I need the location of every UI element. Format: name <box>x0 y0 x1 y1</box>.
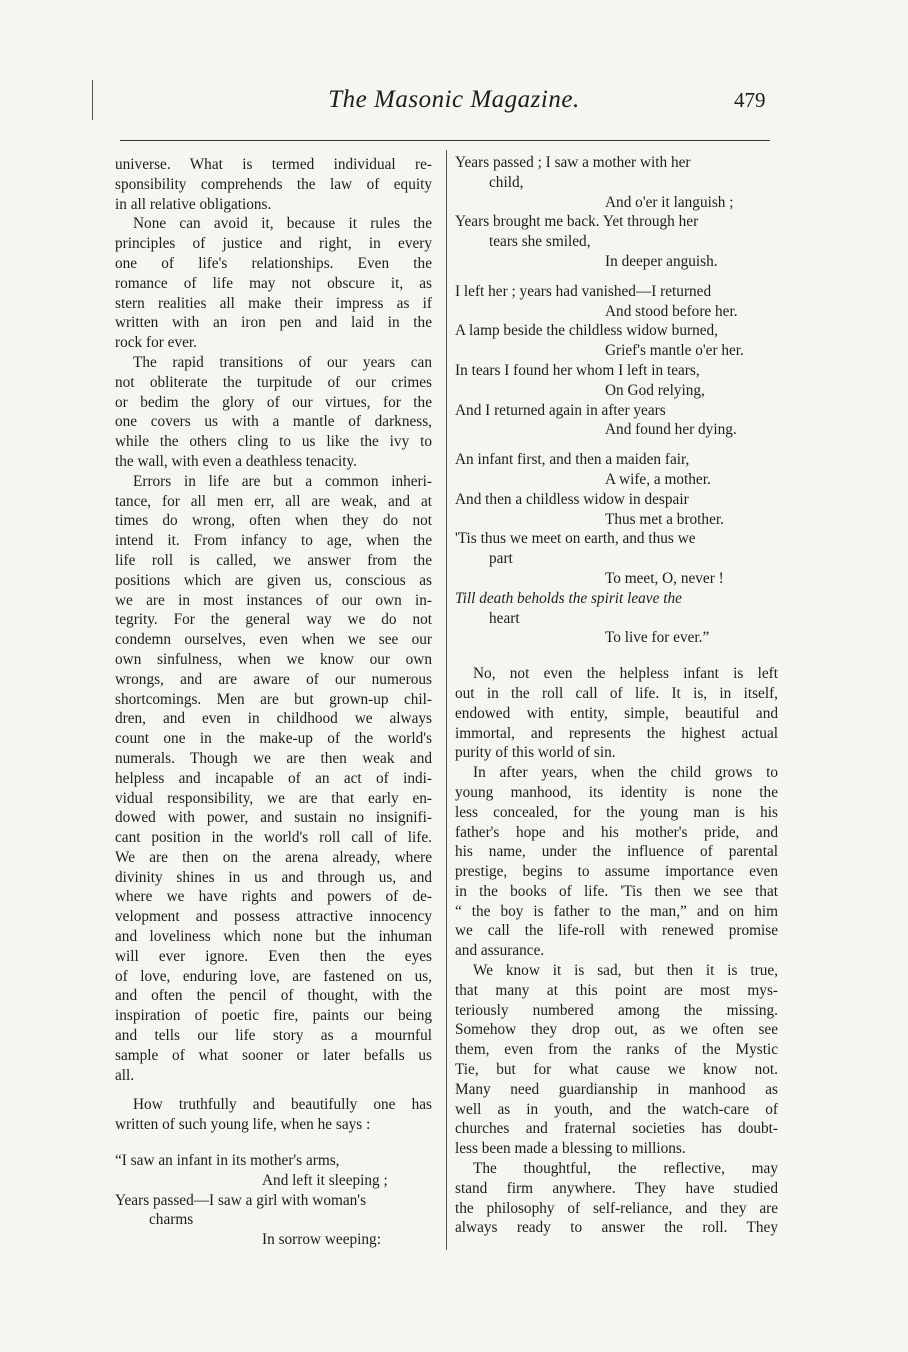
column-divider <box>446 150 447 1250</box>
poem-line: Years brought me back. Yet through her <box>455 213 699 231</box>
text-line: condemn ourselves, even when we see our <box>115 631 432 649</box>
poem-line: In tears I found her whom I left in tears, <box>455 361 700 379</box>
poem-line: To meet, O, never ! <box>605 569 724 587</box>
poem-line: Years passed—I saw a girl with woman's <box>115 1191 367 1209</box>
poem-line: “I saw an infant in its mother's arms, <box>115 1152 340 1170</box>
poem-line: And stood before her. <box>605 302 738 320</box>
text-line: less been made a blessing to millions. <box>455 1140 686 1158</box>
text-line: and tells our life story as a mournful <box>115 1027 432 1045</box>
text-line: shortcomings. Men are but grown-up chil- <box>115 690 432 708</box>
poem-line: In sorrow weeping: <box>262 1231 381 1249</box>
text-line: cant position in the world's roll call of life. <box>115 829 432 847</box>
text-line: No, not even the helpless infant is left <box>473 665 778 683</box>
poem-line: And left it sleeping ; <box>262 1171 388 1189</box>
text-line: Tie, but for what cause we know not. <box>455 1061 778 1079</box>
text-line: None can avoid it, because it rules the <box>133 215 432 233</box>
text-line: endowed with entity, simple, beautiful and <box>455 704 778 722</box>
text-line: romance of life may not obscure it, as <box>115 274 432 292</box>
text-line: principles of justice and right, in every <box>115 235 432 253</box>
text-line: tance, for all men err, all are weak, and at <box>115 492 432 510</box>
text-line: or bedim the glory of our virtues, for the <box>115 393 432 411</box>
text-line: stern realities all make their impress as if <box>115 294 432 312</box>
text-line: and often the pencil of thought, with the <box>115 987 432 1005</box>
text-line: one of life's relationships. Even the <box>115 254 432 272</box>
left-column <box>115 155 432 1250</box>
right-column <box>455 153 778 1238</box>
text-line: times do wrong, often when they do not <box>115 512 432 530</box>
poem-line: In deeper anguish. <box>605 252 718 270</box>
text-line: young manhood, its identity is none the <box>455 783 778 801</box>
text-line: life roll is called, we answer from the <box>115 551 432 569</box>
poem-line: 'Tis thus we meet on earth, and thus we <box>455 530 696 548</box>
text-line: stand firm anywhere. They have studied <box>455 1179 778 1197</box>
poem-line: charms <box>149 1211 194 1229</box>
text-line: the philosophy of self-reliance, and they are <box>455 1199 778 1217</box>
text-line: where we have rights and powers of de- <box>115 888 432 906</box>
text-line: his name, under the influence of parental <box>455 843 778 861</box>
text-line: not obliterate the turpitude of our crimes <box>115 373 432 391</box>
text-line: Somehow they drop out, as we often see <box>455 1021 778 1039</box>
text-line: “ the boy is father to the man,” and on him <box>455 902 778 920</box>
poem-line: A lamp beside the childless widow burned, <box>455 322 718 340</box>
text-line: The thoughtful, the reflective, may <box>473 1160 778 1178</box>
poem-line: To live for ever.” <box>605 629 710 647</box>
text-line: dowed with power, and sustain no insignifi- <box>115 809 432 827</box>
text-line: will ever ignore. Even then the eyes <box>115 947 432 965</box>
text-line: vidual responsibility, we are that early en- <box>115 789 432 807</box>
text-line: and loveliness which none but the inhuman <box>115 928 432 946</box>
text-line: We are then on the arena already, where <box>115 848 432 866</box>
poem-line: Grief's mantle o'er her. <box>605 342 744 360</box>
text-line: in all relative obligations. <box>115 195 272 213</box>
text-line: them, even from the ranks of the Mystic <box>455 1041 778 1059</box>
text-line: the wall, with even a deathless tenacity. <box>115 452 357 470</box>
text-line: written of such young life, when he says : <box>115 1116 371 1134</box>
poem-line: I left her ; years had vanished—I returned <box>455 282 712 300</box>
poem-line: Till death beholds the spirit leave the <box>455 589 682 607</box>
text-line: wrongs, and are aware of our numerous <box>115 670 432 688</box>
text-line: inspiration of poetic fire, paints our being <box>115 1007 432 1025</box>
text-line: Many need guardianship in manhood as <box>455 1080 778 1098</box>
text-line: own sinfulness, when we know our own <box>115 650 432 668</box>
text-line: purity of this world of sin. <box>455 744 616 762</box>
poem-line: Years passed ; I saw a mother with her <box>455 154 691 171</box>
text-line: positions which are given us, conscious as <box>115 571 432 589</box>
text-line: and assurance. <box>455 942 545 960</box>
text-line: universe. What is termed individual re- <box>115 156 432 173</box>
poem-line: And found her dying. <box>605 421 737 439</box>
text-line: one covers us with a mantle of darkness, <box>115 413 432 431</box>
text-line: How truthfully and beautifully one has <box>133 1096 432 1114</box>
text-line: father's hope and his mother's pride, and <box>455 823 778 841</box>
text-line: while the others cling to us like the ivy to <box>115 433 432 451</box>
text-line: prestige, begins to assume importance even <box>455 863 778 881</box>
text-line: always ready to answer the roll. They <box>455 1219 778 1237</box>
header-rule <box>120 140 770 141</box>
text-line: tegrity. For the general way we do not <box>115 611 432 629</box>
page-number: 479 <box>734 88 766 112</box>
text-line: rock for ever. <box>115 334 197 352</box>
text-line: helpless and incapable of an act of indi- <box>115 769 432 787</box>
text-line: We know it is sad, but then it is true, <box>473 962 778 980</box>
poem-line: And I returned again in after years <box>455 401 666 419</box>
text-line: out in the roll call of life. It is, in itself, <box>455 684 778 702</box>
text-line: well as in youth, and the watch-care of <box>455 1100 778 1118</box>
text-line: we are in most instances of our own in- <box>115 591 432 609</box>
text-line: churches and fraternal societies has doubt- <box>455 1120 778 1138</box>
poem-line: An infant first, and then a maiden fair, <box>455 451 690 469</box>
text-line: numerals. Though we are then weak and <box>115 749 432 767</box>
text-line: written with an iron pen and laid in the <box>115 314 432 332</box>
text-line: teriously numbered among the missing. <box>455 1001 778 1019</box>
text-line: immortal, and represents the highest actual <box>455 724 778 742</box>
poem-line: On God relying, <box>605 381 705 399</box>
text-line: less concealed, for the young man is his <box>455 803 778 821</box>
text-line: of love, enduring love, are fastened on us, <box>115 967 432 985</box>
text-line: velopment and possess attractive innocency <box>115 908 432 926</box>
text-line: sponsibility comprehends the law of equity <box>115 175 432 193</box>
text-line: intend it. From infancy to age, when the <box>115 532 432 550</box>
text-line: all. <box>115 1066 135 1084</box>
poem-line: heart <box>489 609 520 627</box>
running-title: The Masonic Magazine. <box>328 86 580 113</box>
poem-line: tears she smiled, <box>489 233 591 251</box>
text-line: that many at this point are most mys- <box>455 981 778 999</box>
poem-line: And o'er it languish ; <box>605 193 734 211</box>
poem-line: A wife, a mother. <box>605 470 711 488</box>
text-line: count one in the make-up of the world's <box>115 730 432 748</box>
poem-line: Thus met a brother. <box>605 510 724 528</box>
text-line: The rapid transitions of our years can <box>133 353 432 371</box>
poem-line: And then a childless widow in despair <box>455 490 689 508</box>
poem-line: child, <box>489 173 524 191</box>
text-line: dren, and even in childhood we always <box>115 710 432 728</box>
poem-line: part <box>489 550 513 568</box>
text-line: sample of what sooner or later befalls us <box>115 1046 432 1064</box>
text-line: we call the life-roll with renewed promise <box>455 922 778 940</box>
text-line: In after years, when the child grows to <box>473 764 778 782</box>
text-line: divinity shines in us and through us, and <box>115 868 432 886</box>
text-line: in the books of life. 'Tis then we see that <box>455 882 778 900</box>
text-line: Errors in life are but a common inheri- <box>133 472 432 490</box>
